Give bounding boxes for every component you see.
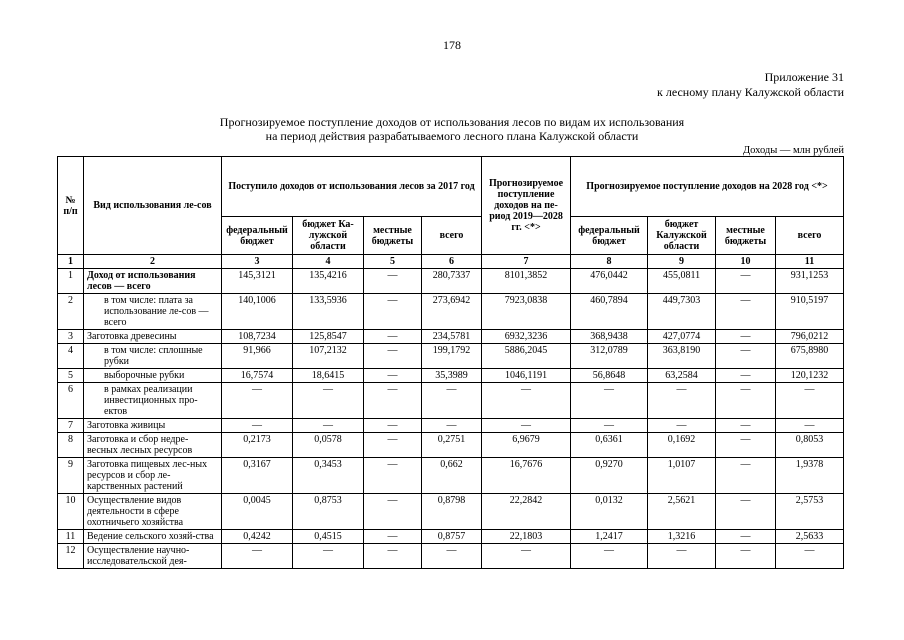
- value-cell: —: [293, 544, 364, 569]
- value-cell: 280,7337: [422, 269, 482, 294]
- value-cell: 368,9438: [571, 330, 648, 344]
- value-cell: 312,0789: [571, 344, 648, 369]
- value-cell: 108,7234: [222, 330, 293, 344]
- header-forecast-period: Прогнозируемое поступление доходов на пе-риод 2019—2028 гг. <*>: [482, 157, 571, 255]
- value-cell: 476,0442: [571, 269, 648, 294]
- header-federal-2028: федеральный бюджет: [571, 217, 648, 255]
- column-index: 8: [571, 255, 648, 269]
- row-number: 9: [58, 458, 84, 494]
- value-cell: —: [422, 544, 482, 569]
- value-cell: 6,9679: [482, 433, 571, 458]
- value-cell: 0,8753: [293, 494, 364, 530]
- value-cell: —: [571, 419, 648, 433]
- value-cell: 18,6415: [293, 369, 364, 383]
- value-cell: —: [364, 330, 422, 344]
- header-regional-2028: бюджет Калужской области: [648, 217, 716, 255]
- value-cell: —: [222, 544, 293, 569]
- usage-type-cell: Доход от использования лесов — всего: [84, 269, 222, 294]
- value-cell: 0,8798: [422, 494, 482, 530]
- usage-type-cell: Осуществление видов деятельности в сфере охотничьего хозяйства: [84, 494, 222, 530]
- value-cell: —: [364, 419, 422, 433]
- value-cell: 0,9270: [571, 458, 648, 494]
- value-cell: 0,2173: [222, 433, 293, 458]
- value-cell: 1046,1191: [482, 369, 571, 383]
- row-number: 11: [58, 530, 84, 544]
- value-cell: —: [364, 383, 422, 419]
- column-index: 3: [222, 255, 293, 269]
- value-cell: —: [571, 544, 648, 569]
- value-cell: 2,5621: [648, 494, 716, 530]
- value-cell: 1,2417: [571, 530, 648, 544]
- value-cell: 0,0045: [222, 494, 293, 530]
- value-cell: 455,0811: [648, 269, 716, 294]
- value-cell: 0,6361: [571, 433, 648, 458]
- value-cell: 910,5197: [776, 294, 844, 330]
- value-cell: —: [716, 530, 776, 544]
- document-title: [0, 115, 904, 143]
- table-row: [58, 330, 844, 344]
- usage-type-cell: Заготовка живицы: [84, 419, 222, 433]
- column-index: 7: [482, 255, 571, 269]
- value-cell: —: [482, 419, 571, 433]
- table-row: [58, 369, 844, 383]
- value-cell: 796,0212: [776, 330, 844, 344]
- value-cell: —: [716, 433, 776, 458]
- value-cell: 0,3453: [293, 458, 364, 494]
- column-index: 9: [648, 255, 716, 269]
- column-index: 2: [84, 255, 222, 269]
- value-cell: —: [364, 344, 422, 369]
- header-local-2017: местные бюджеты: [364, 217, 422, 255]
- usage-type-cell: выборочные рубки: [84, 369, 222, 383]
- value-cell: 0,3167: [222, 458, 293, 494]
- row-number: 10: [58, 494, 84, 530]
- value-cell: —: [482, 383, 571, 419]
- value-cell: 1,3216: [648, 530, 716, 544]
- header-regional-2017: бюджет Ка-лужской области: [293, 217, 364, 255]
- usage-type-cell: Ведение сельского хозяй-ства: [84, 530, 222, 544]
- row-number: 8: [58, 433, 84, 458]
- usage-type-cell: в рамках реализации инвестиционных про-ектов: [84, 383, 222, 419]
- value-cell: —: [776, 544, 844, 569]
- value-cell: —: [716, 269, 776, 294]
- value-cell: —: [716, 544, 776, 569]
- row-number: 1: [58, 269, 84, 294]
- row-number: 6: [58, 383, 84, 419]
- table-row: [58, 530, 844, 544]
- value-cell: 16,7574: [222, 369, 293, 383]
- value-cell: 460,7894: [571, 294, 648, 330]
- row-number: 5: [58, 369, 84, 383]
- value-cell: —: [716, 330, 776, 344]
- value-cell: —: [364, 544, 422, 569]
- value-cell: 0,8053: [776, 433, 844, 458]
- value-cell: —: [716, 494, 776, 530]
- table-row: [58, 544, 844, 569]
- usage-type-cell: в том числе: сплошные рубки: [84, 344, 222, 369]
- value-cell: 931,1253: [776, 269, 844, 294]
- table-row: [58, 494, 844, 530]
- usage-type-cell: Заготовка и сбор недре-весных лесных ресурсов: [84, 433, 222, 458]
- header-total-2028: всего: [776, 217, 844, 255]
- column-index: 1: [58, 255, 84, 269]
- appendix-line-2: к лесному плану Калужской области: [657, 85, 844, 99]
- value-cell: —: [716, 294, 776, 330]
- value-cell: 0,0132: [571, 494, 648, 530]
- appendix-note: [657, 70, 844, 100]
- table-row: [58, 433, 844, 458]
- value-cell: 234,5781: [422, 330, 482, 344]
- value-cell: —: [648, 419, 716, 433]
- column-index: 10: [716, 255, 776, 269]
- row-number: 12: [58, 544, 84, 569]
- header-federal-2017: федеральный бюджет: [222, 217, 293, 255]
- value-cell: 133,5936: [293, 294, 364, 330]
- value-cell: —: [716, 369, 776, 383]
- header-num: № п/п: [58, 157, 84, 255]
- row-number: 3: [58, 330, 84, 344]
- value-cell: 120,1232: [776, 369, 844, 383]
- value-cell: —: [482, 544, 571, 569]
- value-cell: 449,7303: [648, 294, 716, 330]
- value-cell: —: [293, 419, 364, 433]
- value-cell: —: [422, 419, 482, 433]
- units-note: Доходы — млн рублей: [742, 145, 844, 156]
- value-cell: 0,1692: [648, 433, 716, 458]
- value-cell: —: [364, 530, 422, 544]
- header-total-2017: всего: [422, 217, 482, 255]
- table-row: [58, 383, 844, 419]
- header-local-2028: местные бюджеты: [716, 217, 776, 255]
- table-row: [58, 269, 844, 294]
- value-cell: —: [293, 383, 364, 419]
- value-cell: 91,966: [222, 344, 293, 369]
- table-row: [58, 294, 844, 330]
- title-line-1: Прогнозируемое поступление доходов от использования лесов по видам их использования: [219, 115, 685, 129]
- appendix-line-1: Приложение 31: [764, 70, 844, 84]
- value-cell: 125,8547: [293, 330, 364, 344]
- value-cell: 107,2132: [293, 344, 364, 369]
- column-index-row: [58, 255, 844, 269]
- value-cell: 6932,3236: [482, 330, 571, 344]
- header-usage-type: Вид использования ле-сов: [84, 157, 222, 255]
- value-cell: 2,5753: [776, 494, 844, 530]
- value-cell: —: [648, 383, 716, 419]
- table-row: [58, 344, 844, 369]
- value-cell: —: [364, 494, 422, 530]
- value-cell: —: [422, 383, 482, 419]
- value-cell: 16,7676: [482, 458, 571, 494]
- title-line-2: на период действия разрабатываемого лесного плана Калужской области: [265, 129, 639, 143]
- value-cell: 0,2751: [422, 433, 482, 458]
- value-cell: 35,3989: [422, 369, 482, 383]
- value-cell: —: [716, 383, 776, 419]
- row-number: 2: [58, 294, 84, 330]
- value-cell: 0,662: [422, 458, 482, 494]
- header-forecast-2028: Прогнозируемое поступление доходов на 2028 год <*>: [571, 157, 844, 217]
- value-cell: 1,0107: [648, 458, 716, 494]
- value-cell: —: [716, 458, 776, 494]
- value-cell: —: [648, 544, 716, 569]
- value-cell: —: [364, 458, 422, 494]
- usage-type-cell: Заготовка древесины: [84, 330, 222, 344]
- value-cell: 8101,3852: [482, 269, 571, 294]
- value-cell: 675,8980: [776, 344, 844, 369]
- column-index: 6: [422, 255, 482, 269]
- value-cell: —: [364, 433, 422, 458]
- value-cell: 427,0774: [648, 330, 716, 344]
- table-row: [58, 419, 844, 433]
- row-number: 7: [58, 419, 84, 433]
- value-cell: 56,8648: [571, 369, 648, 383]
- income-table: [57, 156, 844, 569]
- column-index: 11: [776, 255, 844, 269]
- value-cell: —: [716, 344, 776, 369]
- value-cell: —: [222, 383, 293, 419]
- value-cell: 145,3121: [222, 269, 293, 294]
- value-cell: 0,0578: [293, 433, 364, 458]
- value-cell: 22,1803: [482, 530, 571, 544]
- value-cell: 363,8190: [648, 344, 716, 369]
- value-cell: 22,2842: [482, 494, 571, 530]
- value-cell: —: [776, 383, 844, 419]
- usage-type-cell: Заготовка пищевых лес-ных ресурсов и сбор ле-карственных растений: [84, 458, 222, 494]
- value-cell: —: [776, 419, 844, 433]
- row-number: 4: [58, 344, 84, 369]
- value-cell: 1,9378: [776, 458, 844, 494]
- value-cell: —: [571, 383, 648, 419]
- value-cell: —: [364, 269, 422, 294]
- value-cell: 0,4515: [293, 530, 364, 544]
- value-cell: 63,2584: [648, 369, 716, 383]
- value-cell: 7923,0838: [482, 294, 571, 330]
- table-body: [58, 269, 844, 569]
- value-cell: 199,1792: [422, 344, 482, 369]
- value-cell: 2,5633: [776, 530, 844, 544]
- value-cell: 5886,2045: [482, 344, 571, 369]
- value-cell: —: [222, 419, 293, 433]
- value-cell: —: [364, 294, 422, 330]
- value-cell: —: [716, 419, 776, 433]
- value-cell: 140,1006: [222, 294, 293, 330]
- usage-type-cell: в том числе: плата за использование ле-сов — всего: [84, 294, 222, 330]
- column-index: 4: [293, 255, 364, 269]
- value-cell: 273,6942: [422, 294, 482, 330]
- table-row: [58, 458, 844, 494]
- usage-type-cell: Осуществление научно-исследовательской дея-: [84, 544, 222, 569]
- value-cell: 135,4216: [293, 269, 364, 294]
- value-cell: 0,4242: [222, 530, 293, 544]
- header-income-2017: Поступило доходов от использования лесов за 2017 год: [222, 157, 482, 217]
- value-cell: —: [364, 369, 422, 383]
- page-number: 178: [443, 38, 461, 52]
- value-cell: 0,8757: [422, 530, 482, 544]
- column-index: 5: [364, 255, 422, 269]
